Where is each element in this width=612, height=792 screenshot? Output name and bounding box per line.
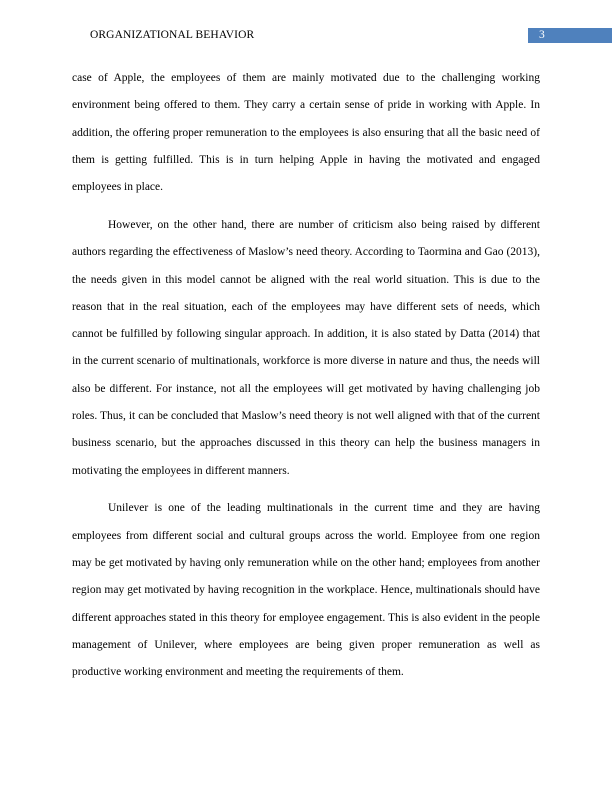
running-header-title: ORGANIZATIONAL BEHAVIOR (90, 29, 255, 41)
paragraph-continuation: case of Apple, the employees of them are mainly motivated due to the challenging working environment being offered to them. They carry a certain sense of pride in working with Apple. In addition, the offering proper remuneration to the employees is also ensuring that all the basic need of them is getting fulfilled. This is in turn helping Apple in having the motivated and engaged employees in place. (72, 72, 540, 194)
document-body (72, 65, 540, 697)
paragraph-unilever: Unilever is one of the leading multinationals in the current time and they are having employees from different social and cultural groups across the world. Employee from one region may be get motivated by having only remuneration while on the other hand; employees from another region may get motivated by having recognition in the workplace. Hence, multinationals should have different approaches stated in this theory for employee engagement. This is also evident in the people management of Unilever, where employees are being given proper remuneration as well as productive working environment and meeting the requirements of them. (72, 502, 540, 679)
page-number: 3 (539, 29, 545, 41)
paragraph-criticism: However, on the other hand, there are number of criticism also being raised by different authors regarding the effectiveness of Maslow’s need theory. According to Taormina and Gao (2013), the needs given in this model cannot be aligned with the real world situation. This is due to the reason that in the real situation, each of the employees may have different sets of needs, which cannot be fulfilled by following singular approach. In addition, it is also stated by Datta (2014) that in the current scenario of multinationals, workforce is more diverse in nature and thus, the needs will also be different. For instance, not all the employees will get motivated by having challenging job roles. Thus, it can be concluded that Maslow’s need theory is not well aligned with that of the current business scenario, but the approaches discussed in this theory can help the business managers in motivating the employees in different manners. (72, 218, 540, 477)
page-number-box (528, 28, 612, 43)
